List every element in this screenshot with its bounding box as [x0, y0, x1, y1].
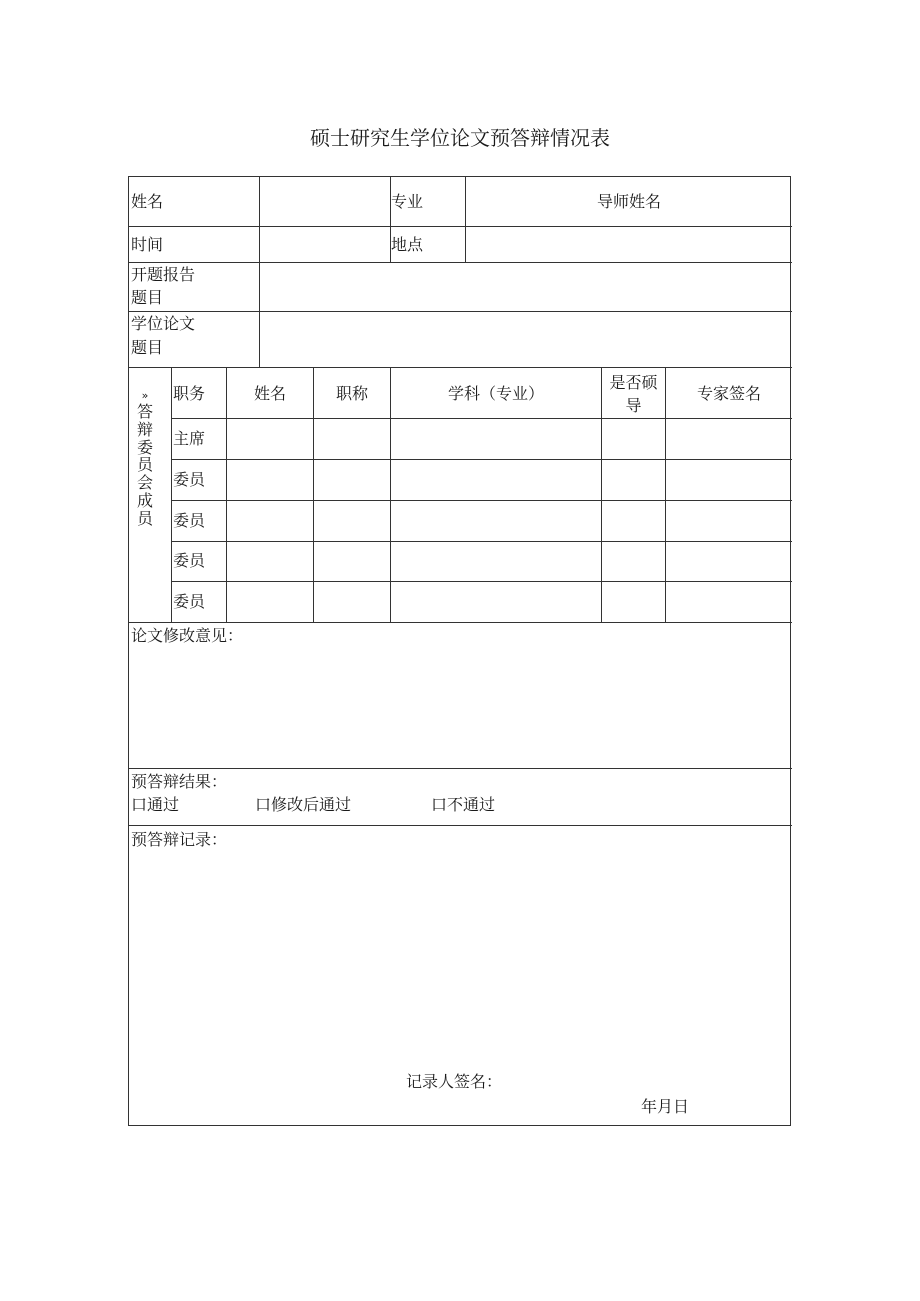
col-divider [465, 177, 466, 262]
comments-label: 论文修改意见： [131, 626, 244, 645]
date-label: 年月日 [641, 1097, 690, 1116]
col-divider [226, 367, 227, 622]
double-chevron-icon: » [141, 389, 149, 402]
row-divider [129, 262, 792, 263]
header-is-advisor-line1: 是否硕 [609, 373, 658, 392]
result-option-fail[interactable]: 口不通过 [431, 795, 496, 814]
header-title: 职称 [335, 384, 368, 403]
defense-form-table [128, 176, 791, 1126]
row-divider [171, 541, 792, 542]
side-label-char: 成 [136, 490, 153, 510]
result-option-revise-pass[interactable]: 口修改后通过 [255, 795, 352, 814]
row-divider [129, 768, 792, 769]
header-is-advisor-line2: 导 [625, 396, 642, 415]
row-divider [171, 581, 792, 582]
advisor-label: 导师姓名 [596, 192, 661, 211]
result-option-pass[interactable]: 口通过 [131, 795, 180, 814]
side-label-char: 员 [136, 455, 153, 475]
col-divider [390, 367, 391, 622]
side-label-char: 员 [136, 508, 153, 528]
form-title: 硕士研究生学位论文预答辩情况表 [310, 126, 610, 150]
record-label: 预答辩记录： [131, 830, 228, 849]
side-label-char: 答 [136, 402, 153, 421]
time-label: 时间 [131, 235, 164, 254]
col-divider [171, 367, 172, 622]
side-label-char: 会 [136, 473, 153, 493]
col-divider [259, 177, 260, 367]
proposal-label-line1: 开题报告 [131, 265, 196, 284]
committee-side-label [132, 389, 158, 528]
row-divider [129, 622, 792, 623]
thesis-label-line2: 题目 [131, 338, 164, 357]
recorder-signature-label: 记录人签名： [406, 1072, 503, 1091]
result-label: 预答辩结果： [131, 772, 228, 791]
header-signature: 专家签名 [696, 384, 761, 403]
row-divider [171, 459, 792, 460]
side-label-char: 委 [136, 437, 153, 457]
proposal-label-line2: 题目 [131, 288, 164, 307]
role-member: 委员 [173, 470, 206, 489]
role-member: 委员 [173, 511, 206, 530]
major-label: 专业 [391, 192, 424, 211]
row-divider [171, 500, 792, 501]
place-label: 地点 [391, 235, 424, 254]
row-divider [171, 418, 792, 419]
name-label: 姓名 [131, 192, 164, 211]
header-role: 职务 [173, 384, 206, 403]
row-divider [129, 226, 792, 227]
header-name: 姓名 [253, 384, 286, 403]
col-divider [313, 367, 314, 622]
col-divider [665, 367, 666, 622]
row-divider [129, 825, 792, 826]
row-divider [129, 367, 792, 368]
row-divider [129, 311, 792, 312]
role-member: 委员 [173, 592, 206, 611]
thesis-label-line1: 学位论文 [131, 314, 196, 333]
role-chair: 主席 [173, 429, 206, 448]
side-label-char: 辩 [136, 419, 153, 439]
header-discipline: 学科（专业） [447, 384, 544, 403]
role-member: 委员 [173, 551, 206, 570]
